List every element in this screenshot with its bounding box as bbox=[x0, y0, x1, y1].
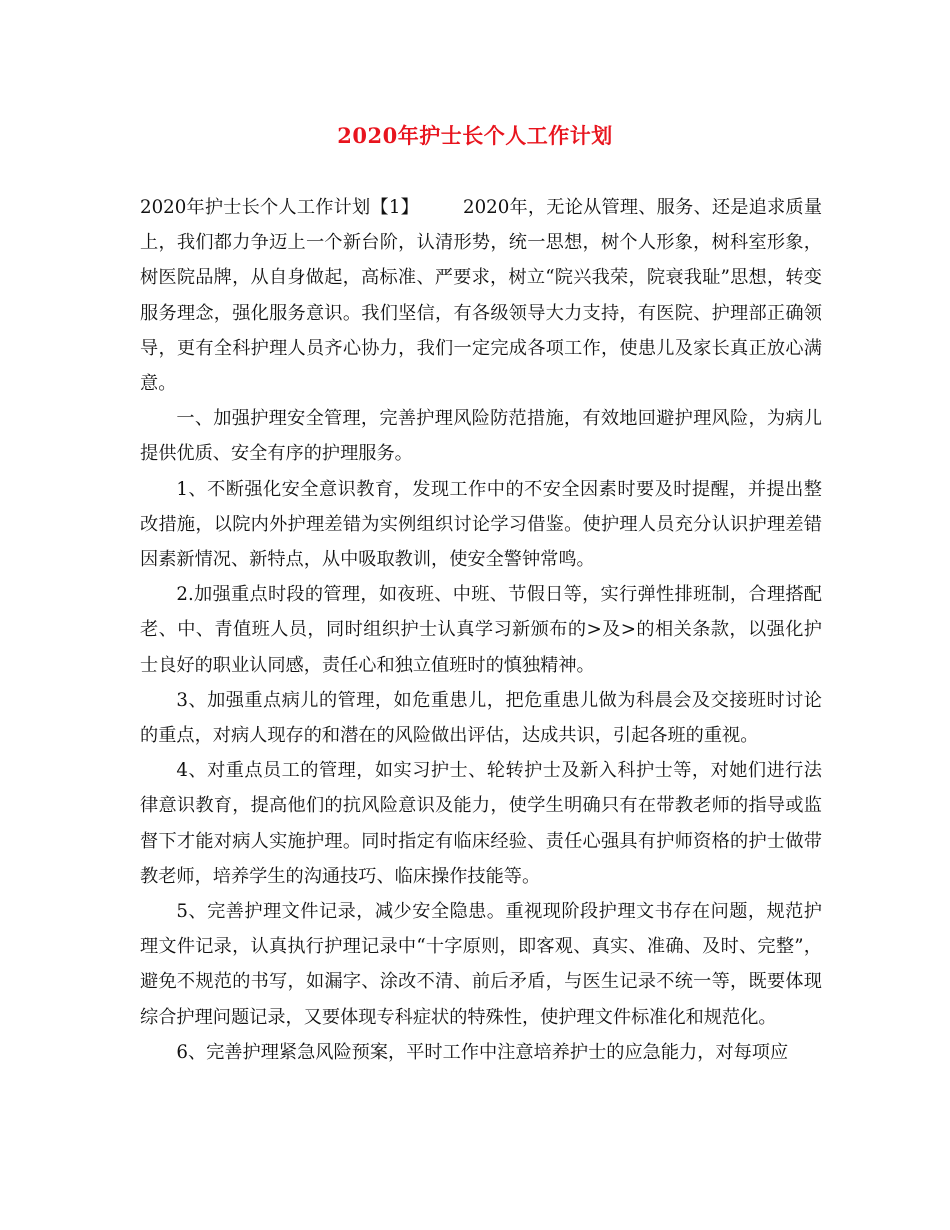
intro-paragraph bbox=[140, 190, 822, 401]
intro-text: 2020年，无论从管理、服务、还是追求质量上，我们都力争迈上一个新台阶，认清形势，统一思想，树个人形象，树科室形象，树医院品牌，从自身做起，高标准、严要求，树立“院兴我荣，院衰我耻”思想，转变服务理念，强化服务意识。我们坚信，有各级领导大力支持，有医院、护理部正确领导，更有全科护理人员齐心协力，我们一定完成各项工作，使患儿及家长真正放心满意。 bbox=[140, 197, 823, 395]
paragraph-section-one: 一、加强护理安全管理，完善护理风险防范措施，有效地回避护理风险，为病儿提供优质、安全有序的护理服务。 bbox=[140, 408, 822, 465]
document-body bbox=[140, 190, 822, 1070]
document-title: 2020年护士长个人工作计划 bbox=[337, 123, 613, 148]
intro-heading: 2020年护士长个人工作计划【1】 bbox=[140, 197, 420, 218]
paragraph-item-1: 1、不断强化安全意识教育，发现工作中的不安全因素时要及时提醒，并提出整改措施，以院内外护理差错为实例组织讨论学习借鉴。使护理人员充分认识护理差错因素新情况、新特点，从中吸取教训，使安全警钟常鸣。 bbox=[140, 478, 822, 571]
paragraph-item-2: 2.加强重点时段的管理，如夜班、中班、节假日等，实行弹性排班制，合理搭配老、中、青值班人员，同时组织护士认真学习新颁布的>及>的相关条款，以强化护士良好的职业认同感，责任心和独立值班时的慎独精神。 bbox=[140, 584, 822, 676]
paragraph-item-5: 5、完善护理文件记录，减少安全隐患。重视现阶段护理文书存在问题，规范护理文件记录，认真执行护理记录中“十字原则，即客观、真实、准确、及时、完整”，避免不规范的书写，如漏字、涂改不清、前后矛盾，与医生记录不统一等，既要体现综合护理问题记录，又要体现专科症状的特殊性，使护理文件标准化和规范化。 bbox=[140, 901, 822, 1028]
paragraph-item-6: 6、完善护理紧急风险预案，平时工作中注意培养护士的应急能力，对每项应 bbox=[176, 1041, 789, 1063]
paragraph-item-3: 3、加强重点病儿的管理，如危重患儿，把危重患儿做为科晨会及交接班时讨论的重点，对病人现存的和潜在的风险做出评估，达成共识，引起各班的重视。 bbox=[140, 689, 822, 747]
paragraph-item-4: 4、对重点员工的管理，如实习护士、轮转护士及新入科护士等，对她们进行法律意识教育，提高他们的抗风险意识及能力，使学生明确只有在带教老师的指导或监督下才能对病人实施护理。同时指定有临床经验、责任心强具有护师资格的护士做带教老师，培养学生的沟通技巧、临床操作技能等。 bbox=[140, 760, 822, 887]
